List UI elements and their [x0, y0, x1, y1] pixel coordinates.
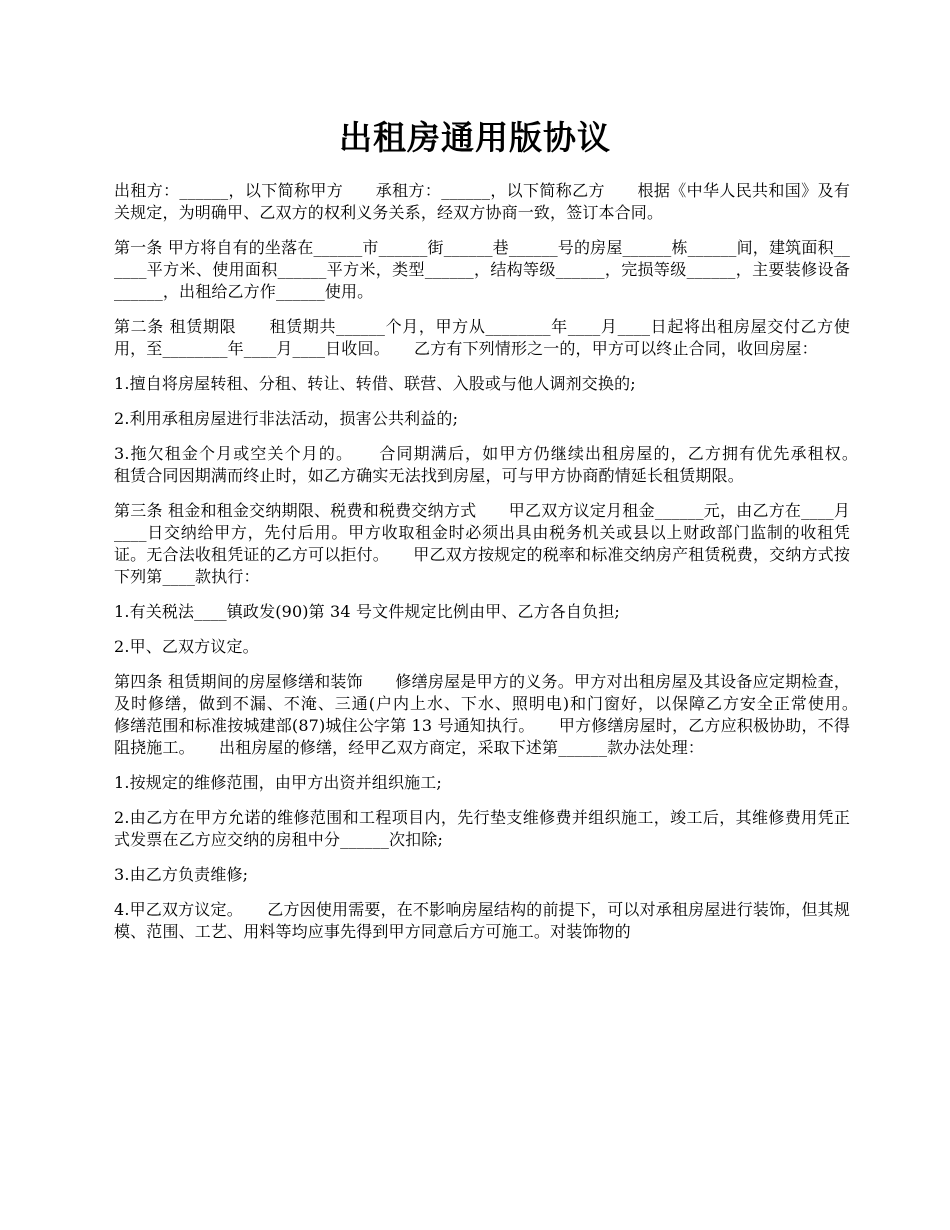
- list-item-tax-1: 1.有关税法____镇政发(90)第 34 号文件规定比例由甲、乙方各自负担;: [114, 602, 620, 621]
- document-title: 出租房通用版协议: [339, 118, 611, 157]
- list-item-termination-1: 1.擅自将房屋转租、分租、转让、转借、联营、入股或与他人调剂交换的;: [114, 374, 636, 393]
- list-item-repair-1: 1.按规定的维修范围，由甲方出资并组织施工;: [114, 773, 442, 792]
- list-item-repair-2: 2.由乙方在甲方允诺的维修范围和工程项目内，先行垫支维修费并组织施工，竣工后，其维修费用凭正式发票在乙方应交纳的房租中分______次扣除;: [114, 808, 850, 849]
- paragraph-article-3-rent: 第三条 租金和租金交纳期限、税费和税费交纳方式 甲乙双方议定月租金______元，由乙方在____月____日交纳给甲方，先付后用。甲方收取租金时必须出具由税务机关或县以上财政部门监制的收租凭证。无合法收租凭证的乙方可以拒付。 甲乙双方按规定的税率和标准交纳房产租赁税费，交纳方式按下列第____款执行：: [114, 501, 850, 586]
- paragraph-article-2-term: 第二条 租赁期限 租赁期共______个月，甲方从________年____月____日起将出租房屋交付乙方使用，至________年____月____日收回。 乙方有下列情形之一的，甲方可以终止合同，收回房屋：: [114, 317, 850, 358]
- list-item-tax-2: 2.甲、乙双方议定。: [114, 637, 259, 656]
- list-item-termination-3: 3.拖欠租金个月或空关个月的。 合同期满后，如甲方仍继续出租房屋的，乙方拥有优先承租权。 租赁合同因期满而终止时，如乙方确实无法找到房屋，可与甲方协商酌情延长租赁期限。: [114, 444, 883, 485]
- paragraph-article-4-repairs: 第四条 租赁期间的房屋修缮和装饰 修缮房屋是甲方的义务。甲方对出租房屋及其设备应定期检查，及时修缮，做到不漏、不淹、三通(户内上水、下水、照明电)和门窗好，以保障乙方安全正常使用。 修缮范围和标准按城建部(87)城住公字第 13 号通知执行。 甲方修缮房屋时，乙方应积极协助，不得阻挠施工。 出租房屋的修缮，经甲乙双方商定，采取下述第______款办法处理：: [114, 672, 883, 757]
- list-item-termination-2: 2.利用承租房屋进行非法活动，损害公共利益的;: [114, 409, 459, 428]
- document-body: [114, 180, 883, 956]
- paragraph-parties-intro: 出租方：______，以下简称甲方 承租方：______，以下简称乙方 根据《中华人民共和国》及有关规定，为明确甲、乙双方的权利义务关系，经双方协商一致，签订本合同。: [114, 181, 850, 222]
- paragraph-article-1-premises: 第一条 甲方将自有的坐落在______市______街______巷______号的房屋______栋______间，建筑面积______平方米、使用面积______平方米，类型______，结构等级______，完损等级______，主要装修设备______，出租给乙方作______使用。: [114, 238, 850, 301]
- list-item-repair-4: 4.甲乙双方议定。 乙方因使用需要，在不影响房屋结构的前提下，可以对承租房屋进行装饰，但其规模、范围、工艺、用料等均应事先得到甲方同意后方可施工。对装饰物的: [114, 900, 850, 941]
- list-item-repair-3: 3.由乙方负责维修;: [114, 865, 249, 884]
